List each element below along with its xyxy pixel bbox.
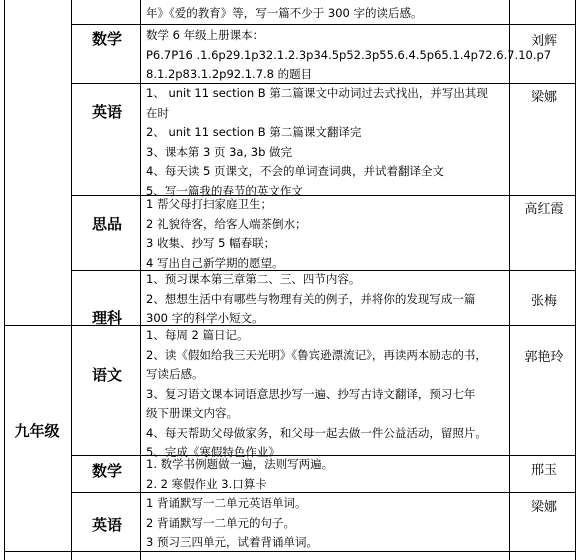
content-line: 1. 数学书例题做一遍，法则写两遍。 bbox=[146, 457, 334, 471]
teacher-name: 高红霞 bbox=[524, 202, 564, 217]
teacher-name: 梁娜 bbox=[530, 500, 557, 515]
content-line: 5、完成《寒假特色作业》 bbox=[146, 445, 280, 459]
content-line: 2. 2 寒假作业 3.口算卡 bbox=[146, 476, 267, 491]
homework-content bbox=[146, 455, 511, 494]
subject-label: 语文 bbox=[91, 366, 122, 384]
content-line: 级下册课文内容。 bbox=[146, 406, 238, 420]
teacher-name: 邢玉 bbox=[530, 463, 557, 478]
content-line: 3 预习三四单元，试着背诵单词。 bbox=[146, 535, 318, 549]
content-line: 4、每天读 5 页课文，不会的单词查词典，并试着翻译全文 bbox=[146, 164, 444, 178]
content-line: 5、写一篇我的春节的英文作文 bbox=[146, 183, 303, 198]
grade-column-divider bbox=[71, 0, 72, 560]
teacher-name: 梁娜 bbox=[530, 90, 557, 105]
content-line: 1 帮父母打扫家庭卫生； bbox=[146, 197, 272, 211]
content-line: 写读后感。 bbox=[146, 367, 204, 381]
content-line: P6.7P16 .1.6p29.1p32.1.2.3p34.5p52.3p55.6.4.5p65.1.4p72.6.7.10.p7 bbox=[146, 47, 552, 62]
grade-label: 九年级 bbox=[14, 422, 60, 440]
content-line: 1 背诵默写一二单元英语单词。 bbox=[146, 496, 307, 510]
content-line: 2、 unit 11 section B 第二篇课文翻译完 bbox=[146, 125, 362, 139]
content-line: 年》《爱的教育》等，写一篇不少于 300 字的读后感。 bbox=[146, 6, 423, 20]
teacher-name: 郭艳玲 bbox=[524, 350, 564, 365]
homework-content bbox=[146, 195, 511, 273]
homework-content bbox=[146, 84, 511, 201]
homework-content bbox=[146, 326, 511, 463]
content-line: 1、 unit 11 section B 第二篇课文中动词过去式找出，并写出其现 bbox=[146, 86, 488, 100]
subject-label: 英语 bbox=[91, 103, 122, 121]
content-line: 2、想想生活中有哪些与物理有关的例子，并将你的发现写成一篇 bbox=[146, 291, 476, 306]
content-line: 1、预习课本第三章第二、三、四节内容。 bbox=[146, 272, 361, 286]
subject-label: 理科 bbox=[91, 309, 122, 327]
subject-label: 英语 bbox=[91, 516, 122, 534]
content-line: 1、每周 2 篇日记。 bbox=[146, 328, 249, 342]
content-line: 4、每天帮助父母做家务，和父母一起去做一件公益活动，留照片。 bbox=[146, 425, 487, 440]
row-divider bbox=[71, 24, 576, 25]
subject-label: 数学 bbox=[91, 462, 122, 480]
content-line: 8.1.2p83.1.2p92.1.7.8 的题目 bbox=[146, 67, 313, 81]
content-line: 2 背诵默写一二单元的句子。 bbox=[146, 515, 295, 530]
content-line: 3、课本第 3 页 3a, 3b 做完 bbox=[146, 144, 293, 159]
subject-label: 思品 bbox=[91, 215, 122, 233]
content-line: 300 字的科学小短文。 bbox=[146, 311, 264, 325]
teacher-name: 刘辉 bbox=[530, 34, 557, 49]
content-line: 数学 6 年级上册课本： bbox=[146, 28, 265, 42]
subject-column-divider bbox=[140, 0, 141, 560]
content-line: 3 收集、抄写 5 幅春联； bbox=[146, 236, 276, 250]
content-line: 2 礼貌待客，给客人端茶倒水； bbox=[146, 216, 307, 231]
homework-content bbox=[146, 4, 511, 24]
content-line: 在时 bbox=[146, 105, 169, 120]
content-line: 3、复习语文课本词语意思抄写一遍、抄写古诗文翻译，预习七年 bbox=[146, 386, 476, 401]
subject-label: 数学 bbox=[91, 30, 122, 48]
content-line: 2、读《假如给我三天光明》《鲁宾逊漂流记》，再读两本励志的书， bbox=[146, 347, 487, 362]
table-border-left bbox=[4, 0, 5, 560]
teacher-name: 张梅 bbox=[530, 294, 557, 309]
content-line: 4 写出自己新学期的愿望。 bbox=[146, 255, 284, 270]
homework-content bbox=[146, 494, 511, 553]
homework-content bbox=[146, 270, 511, 329]
